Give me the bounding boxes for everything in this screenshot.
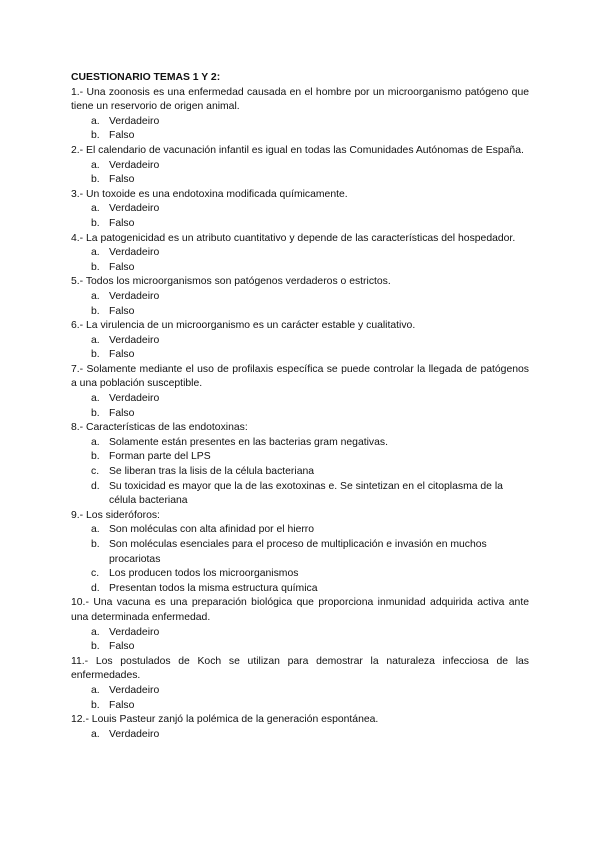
answer-option: [91, 173, 529, 188]
answer-option: [91, 684, 529, 699]
question-block: [71, 275, 529, 319]
question-text: 7.- Solamente mediante el uso de profilaxis específica se puede controlar la llegada de patógenos a una población susceptible.: [71, 363, 529, 390]
option-marker: a.: [91, 247, 100, 259]
answer-option: [91, 129, 529, 144]
option-text: Falso: [109, 130, 135, 142]
option-marker: a.: [91, 290, 100, 302]
option-text: Verdadeiro: [109, 290, 160, 302]
question-block: [71, 713, 529, 742]
question-block: [71, 188, 529, 232]
option-marker: a.: [91, 159, 100, 171]
option-marker: b.: [91, 217, 100, 229]
answer-option: [91, 246, 529, 261]
answer-option: [91, 626, 529, 641]
option-marker: b.: [91, 539, 100, 550]
option-marker: a.: [91, 436, 100, 448]
answer-option: [91, 480, 529, 509]
option-marker: a.: [91, 203, 100, 215]
option-text: Presentan todos la misma estructura química: [109, 582, 318, 594]
answer-options: [71, 246, 529, 275]
answer-options: [71, 115, 529, 144]
answer-options: [71, 392, 529, 421]
document-title: CUESTIONARIO TEMAS 1 Y 2:: [71, 72, 221, 83]
option-marker: b.: [91, 130, 100, 142]
answer-option: [91, 261, 529, 276]
option-text: Verdadeiro: [109, 334, 160, 346]
question-block: [71, 232, 529, 276]
option-text: Verdadeiro: [109, 684, 160, 696]
answer-options: [71, 159, 529, 188]
answer-option: [91, 436, 529, 451]
question-block: [71, 509, 529, 597]
question-block: [71, 655, 529, 713]
option-text: Los producen todos los microorganismos: [109, 568, 299, 580]
question-text: 5.- Todos los microorganismos son patógenos verdaderos o estrictos.: [71, 276, 391, 288]
option-marker: d.: [91, 582, 100, 594]
option-text: Verdadeiro: [109, 203, 160, 215]
answer-option: [91, 450, 529, 465]
answer-options: [71, 626, 529, 655]
option-text: Son moléculas con alta afinidad por el hierro: [109, 524, 315, 536]
answer-option: [91, 640, 529, 655]
question-text: 4.- La patogenicidad es un atributo cuantitativo y depende de las características del hospedador.: [71, 232, 516, 244]
question-list: [71, 86, 529, 743]
option-marker: c.: [91, 568, 100, 580]
option-text: Falso: [109, 305, 135, 317]
option-marker: a.: [91, 393, 100, 405]
option-text: Falso: [109, 174, 135, 186]
option-marker: b.: [91, 451, 100, 463]
question-block: [71, 596, 529, 654]
question-text: 8.- Características de las endotoxinas:: [71, 422, 248, 434]
answer-options: [71, 334, 529, 363]
option-text: Verdadeiro: [109, 159, 160, 171]
option-text: Forman parte del LPS: [109, 451, 211, 463]
answer-option: [91, 290, 529, 305]
answer-option: [91, 523, 529, 538]
option-text: Verdadeiro: [109, 728, 160, 740]
option-marker: a.: [91, 728, 100, 740]
answer-option: [91, 202, 529, 217]
option-marker: c.: [91, 466, 100, 478]
option-text: Solamente están presentes en las bacterias gram negativas.: [109, 436, 388, 448]
option-marker: a.: [91, 115, 100, 127]
answer-options: [71, 290, 529, 319]
option-marker: a.: [91, 684, 100, 696]
question-block: [71, 421, 529, 509]
option-text: Falso: [109, 699, 135, 711]
option-text: Falso: [109, 349, 135, 361]
option-text: Verdadeiro: [109, 115, 160, 127]
question-text: 3.- Un toxoide es una endotoxina modificada químicamente.: [71, 188, 348, 200]
option-text: Verdadeiro: [109, 393, 160, 405]
answer-option: [91, 407, 529, 422]
question-block: [71, 144, 529, 188]
question-text: 6.- La virulencia de un microorganismo es un carácter estable y cualitativo.: [71, 320, 416, 332]
question-text: 11.- Los postulados de Koch se utilizan para demostrar la naturaleza infecciosa de las enfermedades.: [71, 655, 529, 682]
option-marker: b.: [91, 641, 100, 653]
answer-option: [91, 217, 529, 232]
question-text: 9.- Los sideróforos:: [71, 509, 160, 521]
option-marker: a.: [91, 334, 100, 346]
option-text: Falso: [109, 217, 135, 229]
option-marker: b.: [91, 407, 100, 419]
option-text: Son moléculas esenciales para el proceso de multiplicación e invasión en muchos procariotas: [109, 539, 487, 565]
option-marker: b.: [91, 699, 100, 711]
answer-options: [71, 684, 529, 713]
question-block: [71, 86, 529, 144]
option-marker: b.: [91, 305, 100, 317]
answer-option: [91, 538, 529, 567]
question-text: 12.- Louis Pasteur zanjó la polémica de la generación espontánea.: [71, 714, 379, 726]
option-marker: b.: [91, 174, 100, 186]
answer-option: [91, 465, 529, 480]
option-marker: b.: [91, 349, 100, 361]
answer-option: [91, 334, 529, 349]
answer-option: [91, 699, 529, 714]
option-text: Falso: [109, 261, 135, 273]
answer-option: [91, 348, 529, 363]
question-text: 1.- Una zoonosis es una enfermedad causada en el hombre por un microorganismo patógeno que tiene un reservorio de origen animal.: [71, 86, 529, 113]
option-marker: d.: [91, 480, 100, 492]
option-text: Falso: [109, 641, 135, 653]
option-marker: a.: [91, 626, 100, 638]
option-text: Verdadeiro: [109, 247, 160, 259]
answer-option: [91, 305, 529, 320]
answer-option: [91, 728, 529, 743]
option-marker: b.: [91, 261, 100, 273]
question-block: [71, 363, 529, 421]
question-text: 10.- Una vacuna es una preparación biológica que proporciona inmunidad adquirida activa ante una determinada enfermedad.: [71, 597, 529, 623]
answer-option: [91, 567, 529, 582]
answer-options: [71, 202, 529, 231]
answer-option: [91, 392, 529, 407]
option-text: Verdadeiro: [109, 626, 160, 638]
option-text: Su toxicidad es mayor que la de las exotoxinas e. Se sintetizan en el citoplasma de la célula bacteriana: [109, 480, 503, 507]
option-marker: a.: [91, 524, 100, 536]
answer-option: [91, 115, 529, 130]
answer-options: [71, 436, 529, 509]
answer-options: [71, 523, 529, 596]
answer-option: [91, 582, 529, 597]
answer-options: [71, 728, 529, 743]
question-block: [71, 319, 529, 363]
question-text: 2.- El calendario de vacunación infantil es igual en todas las Comunidades Autónomas de España.: [71, 144, 524, 156]
option-text: Falso: [109, 407, 135, 419]
answer-option: [91, 159, 529, 174]
option-text: Se liberan tras la lisis de la célula bacteriana: [109, 466, 315, 478]
